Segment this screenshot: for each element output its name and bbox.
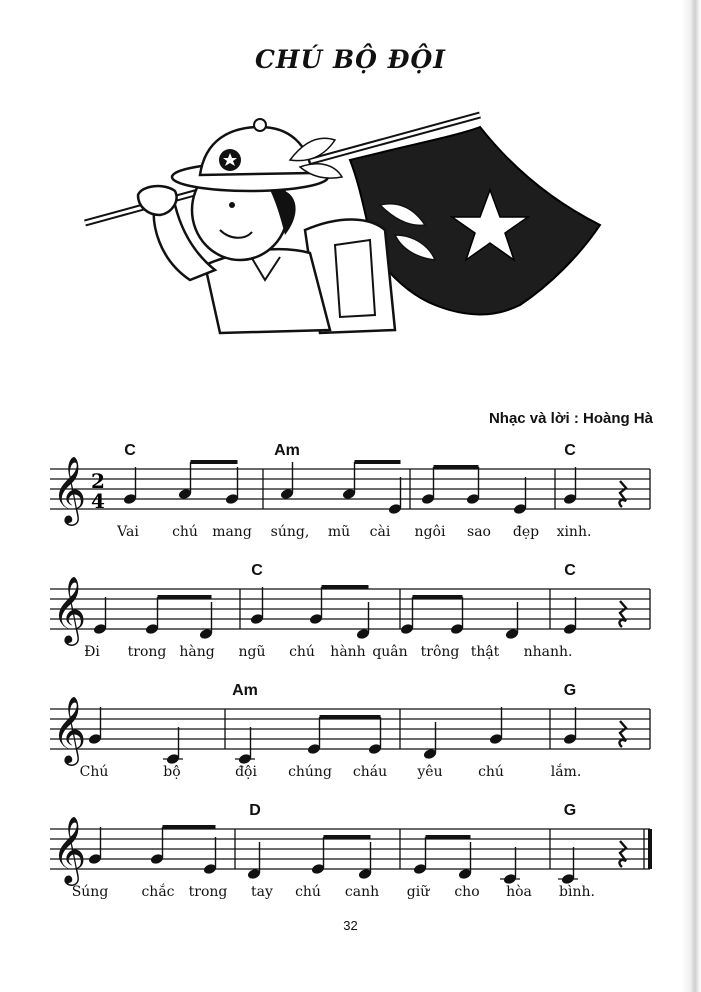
music-system xyxy=(50,802,650,900)
lyric-syllable: trông xyxy=(420,644,460,660)
chord-symbol: C xyxy=(564,442,576,459)
lyric-syllable: trong xyxy=(127,644,167,660)
lyric-syllable: yêu xyxy=(417,764,443,780)
lyric-syllable: đội xyxy=(235,764,257,780)
chord-symbol: D xyxy=(249,802,261,819)
lyric-syllable: chú xyxy=(478,764,504,780)
lyric-syllable: tay xyxy=(251,884,273,900)
treble-clef-icon: 𝄞 xyxy=(52,575,87,643)
music-system xyxy=(50,682,650,780)
lyric-syllable: trong xyxy=(188,884,228,900)
time-signature-bottom: 4 xyxy=(91,489,105,513)
chord-symbol: C xyxy=(124,442,136,459)
chord-symbol: G xyxy=(563,682,577,699)
page-number: 32 xyxy=(343,918,358,933)
lyric-syllable: chú xyxy=(295,884,321,900)
treble-clef-icon: 𝄞 xyxy=(52,695,87,763)
lyric-syllable: cho xyxy=(454,884,480,900)
lyric-syllable: ngôi xyxy=(414,524,446,540)
chord-symbol: C xyxy=(564,562,576,579)
quarter-rest-icon xyxy=(619,841,626,867)
lyric-syllable: xinh. xyxy=(556,524,592,540)
lyric-syllable: canh xyxy=(344,884,380,900)
lyric-syllable: thật xyxy=(470,644,500,660)
lyric-syllable: đẹp xyxy=(512,524,540,540)
lyric-syllable: ngũ xyxy=(238,644,266,660)
quarter-rest-icon xyxy=(619,721,626,747)
lyric-syllable: Súng xyxy=(71,884,109,900)
song-credit: Nhạc và lời : Hoàng Hà xyxy=(488,410,653,427)
lyric-syllable: nhanh. xyxy=(523,644,573,660)
song-title: CHÚ BỘ ĐỘI xyxy=(255,45,446,74)
quarter-rest-icon xyxy=(619,601,626,627)
chord-symbol: Am xyxy=(274,442,300,459)
lyric-syllable: cài xyxy=(369,524,391,540)
lyric-syllable: cháu xyxy=(352,764,388,780)
lyric-syllable: chú xyxy=(172,524,198,540)
lyric-syllable: hành xyxy=(330,644,366,660)
chord-symbol: C xyxy=(251,562,263,579)
lyric-syllable: chú xyxy=(289,644,315,660)
lyric-syllable: súng, xyxy=(270,524,310,540)
music-system xyxy=(50,442,650,540)
lyric-syllable: Đi xyxy=(84,644,100,660)
treble-clef-icon: 𝄞 xyxy=(52,815,87,883)
lyric-syllable: bình. xyxy=(559,884,595,900)
lyric-syllable: hàng xyxy=(179,644,215,660)
lyric-syllable: lắm. xyxy=(550,764,582,780)
time-signature-top: 2 xyxy=(91,469,105,493)
lyric-syllable: chúng xyxy=(288,764,332,780)
lyric-syllable: chắc xyxy=(141,884,175,900)
lyric-syllable: mang xyxy=(212,524,252,540)
quarter-rest-icon xyxy=(619,481,626,507)
lyric-syllable: Chú xyxy=(79,764,109,780)
lyric-syllable: sao xyxy=(467,524,491,540)
music-system xyxy=(50,562,650,660)
lyric-syllable: Vai xyxy=(117,524,139,540)
lyric-syllable: bộ xyxy=(163,764,181,780)
lyric-syllable: giữ xyxy=(406,884,430,900)
lyric-syllable: hòa xyxy=(506,884,532,900)
lyric-syllable: quân xyxy=(372,644,408,660)
chord-symbol: Am xyxy=(232,682,258,699)
lyric-syllable: mũ xyxy=(327,524,351,540)
treble-clef-icon: 𝄞 xyxy=(52,455,87,523)
chord-symbol: G xyxy=(563,802,577,819)
